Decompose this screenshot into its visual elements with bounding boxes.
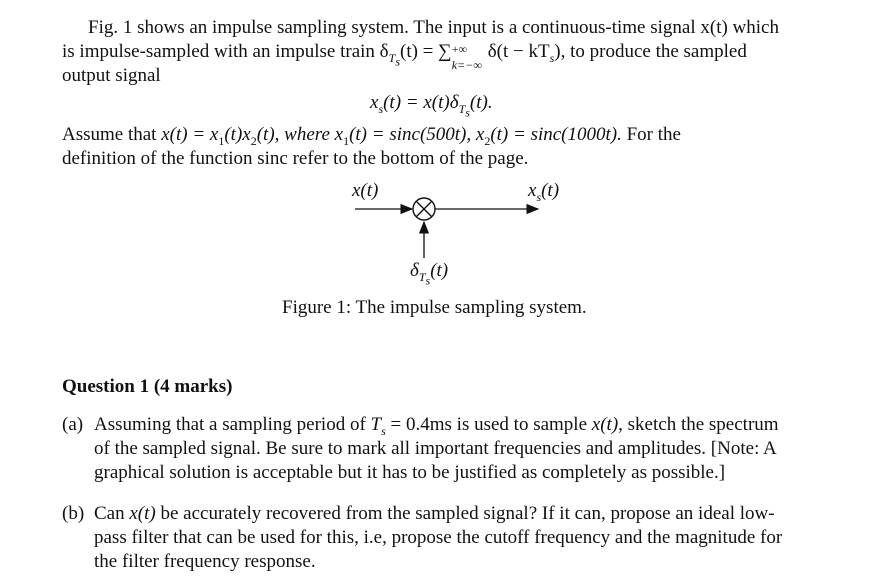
sum-upper: +∞ [451,42,468,56]
sub-s: s [395,54,400,69]
part-a-3: graphical solution is acceptable but it has to be justified as completely as possible.] [94,462,726,483]
part-a-1b: T [370,414,382,435]
intro-text-1: Fig. 1 shows an impulse sampling system. The input is a continuous-time signal x(t) which [88,17,779,38]
intro-text-2b: (t) = ∑ [400,41,452,62]
intro-text-2c: δ(t − kT [487,41,550,62]
part-b-line-3 [94,550,316,574]
sub-s-2: s [549,50,555,65]
part-b-1a: Can [94,503,130,524]
output-label [528,179,559,203]
eq-lhs: x [370,92,379,113]
part-b-line-2 [94,526,782,550]
sub-T: T [388,50,396,65]
eq-lhs-sub: s [378,101,384,116]
intro-text-2a: is impulse-sampled with an impulse train δ [62,41,389,62]
intro-text-2d: ), to produce the sampled [554,41,747,62]
part-a-label [62,413,83,437]
part-b-1c: be accurately recovered from the sampled signal? If it can, propose an ideal low- [155,503,775,524]
assume-l: For the [621,124,681,145]
intro-text-3: output signal [62,65,161,86]
part-a-line-1 [94,413,779,437]
impulse-label-tail: (t) [430,260,449,281]
assume-e: 2 [250,133,257,148]
part-b-2: pass filter that can be used for this, i.e, propose the cutoff frequency and the magnitude for [94,527,783,548]
assume-b: x(t) = x [161,124,219,145]
assume-text-2: definition of the function sinc refer to the bottom of the page. [62,148,529,169]
assume-i: (t) = sinc(500t), x [349,124,485,145]
question-heading [62,375,232,399]
part-a-1d: = 0.4ms is used to sample [385,414,592,435]
part-a-1a: Assuming that a sampling period of [94,414,371,435]
part-b-line-1 [94,502,775,526]
part-a-1f: , sketch the spectrum [618,414,779,435]
part-a-1c: s [381,423,386,438]
assume-k: (t) = sinc(1000t). [490,124,622,145]
part-b-3: the filter frequency response. [94,551,316,572]
eq-rhs-subsub: s [465,105,470,120]
input-label [352,179,378,203]
impulse-label-delta: δ [410,260,419,281]
impulse-label-subsub: s [425,273,431,288]
output-label-tail: (t) [541,180,560,201]
assume-j: 2 [484,133,491,148]
assume-d: (t)x [224,124,251,145]
output-label-x: x [528,180,537,201]
assume-f: (t), where [256,124,335,145]
impulse-label-sub: T [418,269,426,284]
assume-h: 1 [343,133,350,148]
part-b-label [62,502,84,526]
eq-tail: (t). [469,92,493,113]
figure-caption-text: Figure 1: The impulse sampling system. [282,297,587,318]
assume-c: 1 [218,133,225,148]
question-heading-text: Question 1 (4 marks) [62,376,233,397]
part-a-line-3 [94,461,725,485]
part-b-1b: x(t) [129,503,156,524]
part-a-label-text: (a) [62,414,84,435]
part-b-label-text: (b) [62,503,85,524]
sum-lower: k=−∞ [451,58,482,72]
eq-rhs-sub: T [458,101,466,116]
part-a-1e: x(t) [591,414,619,435]
impulse-label [410,259,449,288]
assume-a: Assume that [62,124,162,145]
part-a-2: of the sampled signal. Be sure to mark all important frequencies and amplitudes. [Note: A [94,438,777,459]
input-label-text: x(t) [352,180,379,201]
assume-g: x [334,124,344,145]
output-label-sub: s [536,189,542,204]
figure-caption [282,296,587,320]
part-a-line-2 [94,437,777,461]
eq-rhs: (t) = x(t)δ [383,92,459,113]
